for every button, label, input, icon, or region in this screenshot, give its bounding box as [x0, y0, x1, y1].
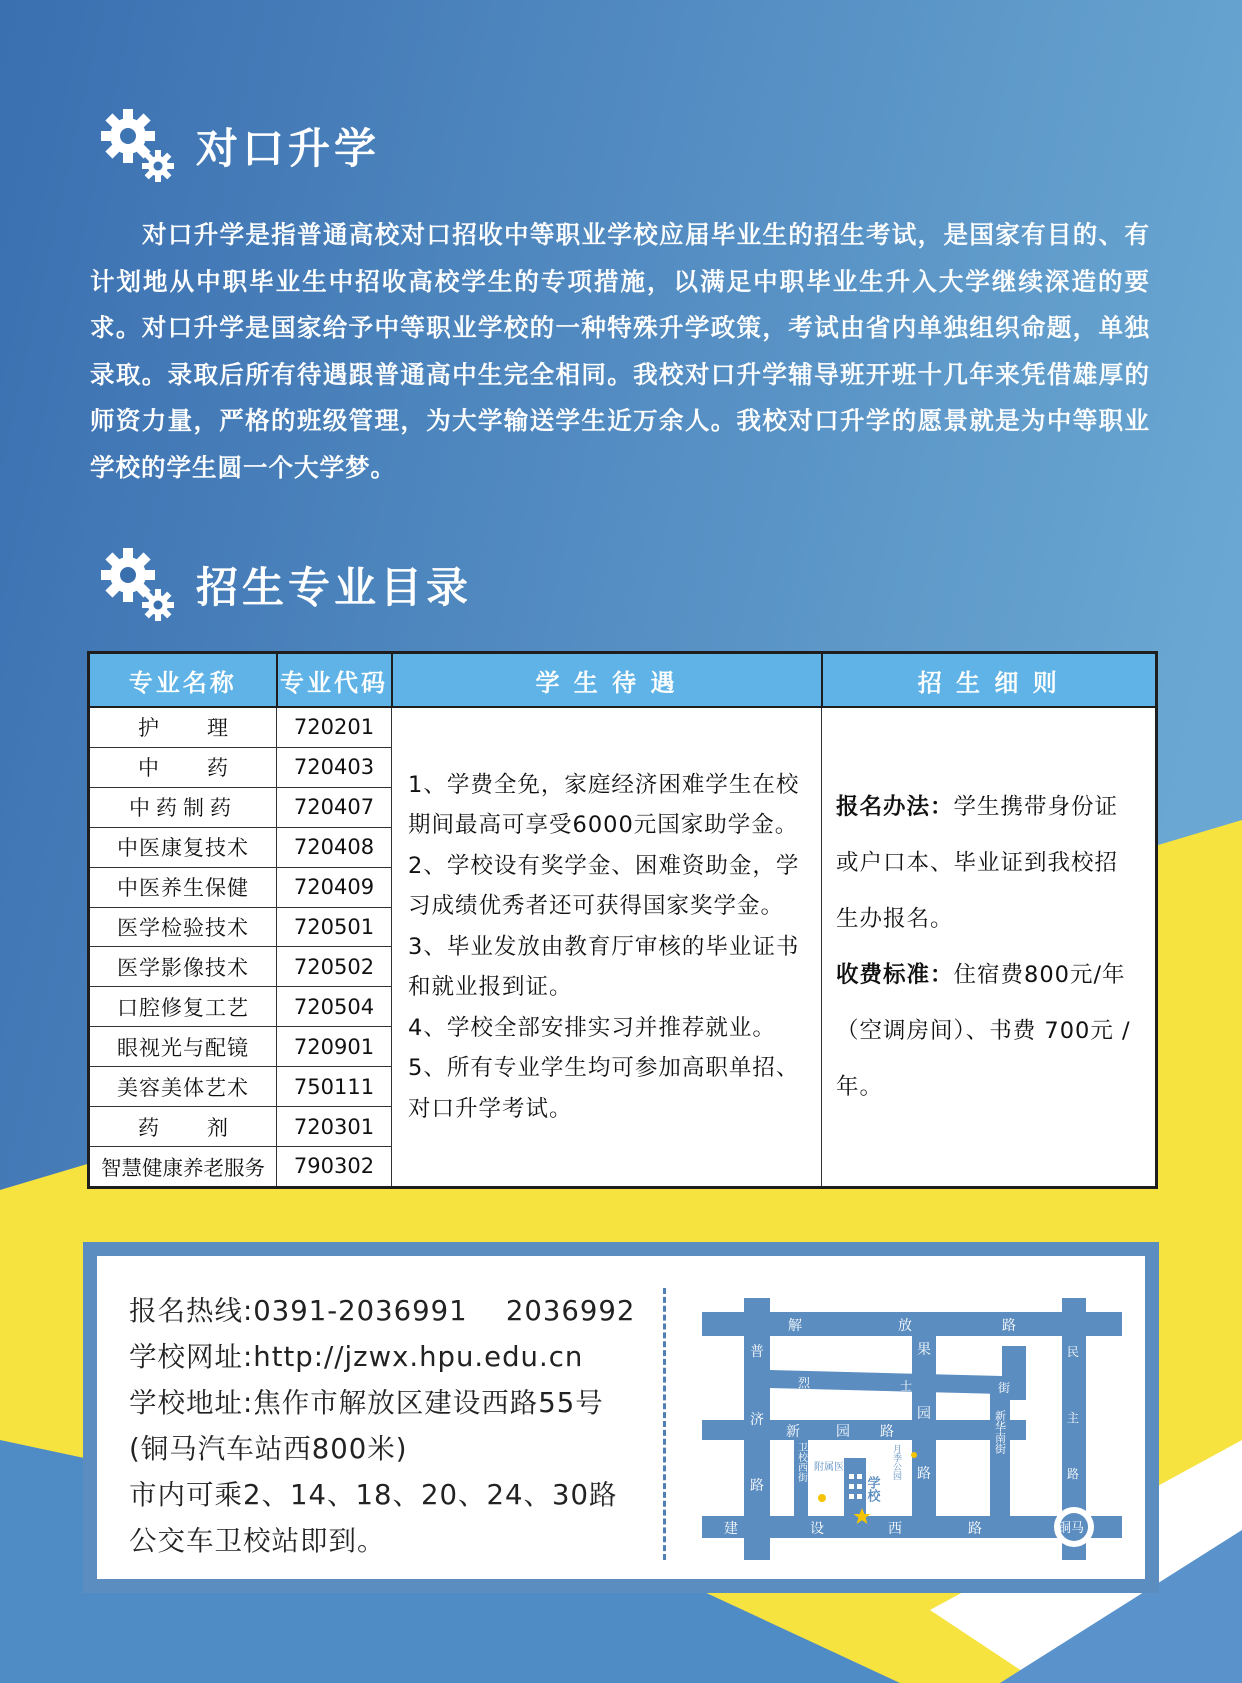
map-label-puji-2: 济	[750, 1412, 764, 1428]
map-label-guoyuan-2: 园	[917, 1406, 931, 1422]
map-label-lieshi-2: 士	[900, 1379, 913, 1393]
map-label-jianshe-2: 设	[810, 1521, 824, 1537]
major-code: 720504	[277, 987, 392, 1027]
section-title: 招生专业目录	[196, 563, 473, 612]
major-name: 中医养生保健	[89, 867, 277, 907]
map-label-minzhu-1: 民	[1067, 1345, 1080, 1359]
map-label-jianshe-3: 西	[888, 1521, 902, 1537]
map-label-jiefang-2: 放	[898, 1318, 912, 1334]
major-name: 美容美体艺术	[89, 1067, 277, 1107]
major-name: 智慧健康养老服务	[89, 1146, 277, 1187]
map-label-xinyuan-3: 路	[880, 1424, 894, 1440]
map-label-school: 学校	[864, 1476, 880, 1502]
treatment-item: 1、学费全免，家庭经济困难学生在校期间最高可享受6000元国家助学金。	[408, 771, 800, 839]
major-name: 中药	[89, 747, 277, 787]
contact-panel	[83, 1242, 1159, 1593]
map-label-jianshe-1: 建	[724, 1521, 738, 1537]
major-name: 医学检验技术	[89, 907, 277, 947]
map-label-tongma: 铜马	[1058, 1521, 1085, 1536]
map-label-lieshi-1: 烈	[798, 1376, 811, 1390]
gears-icon	[98, 106, 178, 186]
treatment-item: 2、学校设有奖学金、困难资助金，学习成绩优秀者还可获得国家奖学金。	[408, 852, 800, 920]
header-major-code: 专业代码	[277, 653, 392, 708]
major-code: 720407	[277, 787, 392, 827]
address-note: (铜马汽车站西800米)	[129, 1433, 408, 1465]
section-title: 对口升学	[196, 124, 381, 173]
major-code: 790302	[277, 1146, 392, 1187]
map-label-xinyuan-2: 园	[836, 1424, 850, 1440]
table-row	[89, 707, 1157, 747]
map-label-jianshe-4: 路	[968, 1521, 982, 1537]
rules-cell	[822, 707, 1157, 1188]
major-name: 中药制药	[89, 787, 277, 827]
major-code: 720301	[277, 1107, 392, 1147]
major-name: 药剂	[89, 1107, 277, 1147]
map-label-park: 月季公园	[891, 1444, 901, 1480]
signup-rule	[836, 779, 1141, 947]
major-code: 750111	[277, 1067, 392, 1107]
map-label-minzhu-2: 主	[1067, 1411, 1080, 1425]
map-label-puji-1: 普	[750, 1344, 764, 1360]
contact-info	[129, 1288, 635, 1564]
map-label-weixiao: 卫校西街	[795, 1442, 807, 1482]
major-code: 720201	[277, 707, 392, 747]
address: 学校地址:焦作市解放区建设西路55号	[129, 1387, 604, 1419]
website: 学校网址:http://jzwx.hpu.edu.cn	[129, 1341, 584, 1373]
header-major-name: 专业名称	[89, 653, 277, 708]
major-code: 720409	[277, 867, 392, 907]
map-label-lieshi-3: 街	[998, 1381, 1011, 1395]
dashed-divider	[663, 1288, 666, 1560]
map-label-xinyuan-1: 新	[786, 1424, 800, 1440]
fee-label: 收费标准：	[836, 962, 954, 988]
major-name: 护理	[89, 707, 277, 747]
major-name: 中医康复技术	[89, 827, 277, 867]
major-code: 720501	[277, 907, 392, 947]
major-name: 口腔修复工艺	[89, 987, 277, 1027]
major-code: 720502	[277, 947, 392, 987]
treatment-item: 3、毕业发放由教育厅审核的毕业证书和就业报到证。	[408, 933, 800, 1001]
map-label-jiefang-1: 解	[788, 1318, 802, 1334]
hospital-marker	[818, 1494, 826, 1502]
bus-routes: 市内可乘2、14、18、20、24、30路	[129, 1479, 618, 1511]
map-label-xinhua: 新华南街	[993, 1410, 1007, 1454]
map-label-minzhu-3: 路	[1067, 1467, 1080, 1481]
major-name: 医学影像技术	[89, 947, 277, 987]
major-name: 眼视光与配镜	[89, 1027, 277, 1067]
park-marker	[911, 1452, 917, 1458]
section-header-duikou	[98, 106, 380, 186]
fee-text: 住宿费800元/年（空调房间）、书费 700元 / 年。	[836, 962, 1131, 1100]
map-label-hospital: 附属医院	[814, 1462, 854, 1473]
hotline: 报名热线:0391-2036991 2036992	[129, 1295, 636, 1327]
bus-stop: 公交车卫校站即到。	[129, 1525, 386, 1557]
treatment-cell	[392, 707, 822, 1188]
location-map	[702, 1298, 1122, 1560]
signup-label: 报名办法：	[836, 794, 954, 820]
major-code: 720901	[277, 1027, 392, 1067]
header-rules: 招 生 细 则	[822, 653, 1157, 708]
major-code: 720408	[277, 827, 392, 867]
map-label-jiefang-3: 路	[1002, 1318, 1016, 1334]
signup-text: 学生携带身份证或户口本、毕业证到我校招生办报名。	[836, 794, 1119, 932]
intro-paragraph: 对口升学是指普通高校对口招收中等职业学校应届毕业生的招生考试，是国家有目的、有计划地从中职毕业生中招收高校学生的专项措施，以满足中职毕业生升入大学继续深造的要求。对口升学是国家给予中等职业学校的一种特殊升学政策，考试由省内单独组织命题，单独录取。录取后所有待遇跟普通高中生完全相同。我校对口升学辅导班开班十几年来凭借雄厚的师资力量，严格的班级管理，为大学输送学生近万余人。我校对口升学的愿景就是为中等职业学校的学生圆一个大学梦。	[90, 220, 1150, 482]
fee-rule	[836, 947, 1141, 1115]
header-treatment: 学 生 待 遇	[392, 653, 822, 708]
major-code: 720403	[277, 747, 392, 787]
treatment-item: 4、学校全部安排实习并推荐就业。	[408, 1014, 776, 1041]
map-label-guoyuan-1: 果	[917, 1342, 931, 1358]
gears-icon	[98, 545, 178, 625]
major-catalog-table	[87, 651, 1158, 1189]
contact-panel-inner	[97, 1256, 1145, 1579]
map-label-guoyuan-3: 路	[917, 1466, 931, 1482]
treatment-item: 5、所有专业学生均可参加高职单招、对口升学考试。	[408, 1055, 800, 1122]
map-label-puji-3: 路	[750, 1478, 764, 1494]
section-header-catalog	[98, 545, 472, 625]
table-header-row	[89, 653, 1157, 708]
